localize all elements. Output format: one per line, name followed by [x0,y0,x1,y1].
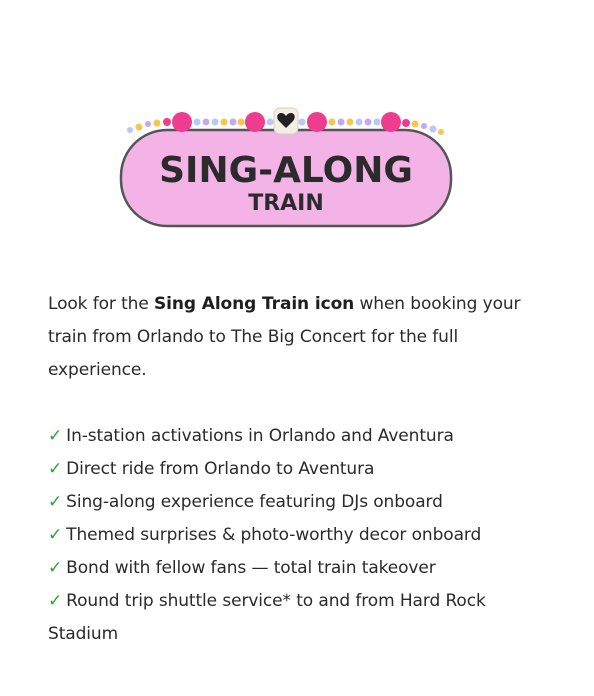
feature-item [48,585,548,651]
feature-text: In-station activations in Orlando and Aventura [66,426,454,446]
feature-item [48,420,548,453]
logo-line-2: TRAIN [248,191,324,216]
intro-bold: Sing Along Train icon [154,294,355,314]
intro-prefix: Look for the [48,294,155,314]
main-content [48,288,548,651]
feature-text: Themed surprises & photo-worthy decor onboard [66,525,482,545]
feature-text: Direct ride from Orlando to Aventura [66,459,375,479]
intro-suffix: when booking your train from Orlando to The Big Concert for the full experience. [48,294,521,380]
check-icon: ✓ [48,492,63,512]
check-icon: ✓ [48,459,63,479]
check-icon: ✓ [48,525,63,545]
feature-item [48,552,548,585]
feature-text: Sing-along experience featuring DJs onboard [66,492,443,512]
feature-item [48,486,548,519]
feature-item [48,519,548,552]
sing-along-train-logo [110,98,462,233]
check-icon: ✓ [48,558,63,578]
feature-list [48,420,548,651]
feature-text: Bond with fellow fans — total train takeover [66,558,436,578]
feature-item [48,453,548,486]
feature-text: Round trip shuttle service* to and from Hard Rock Stadium [48,591,486,644]
check-icon: ✓ [48,591,63,611]
check-icon: ✓ [48,426,63,446]
intro-paragraph [48,288,548,387]
logo-graphic [110,98,462,233]
logo-line-1: SING-ALONG [159,150,413,191]
